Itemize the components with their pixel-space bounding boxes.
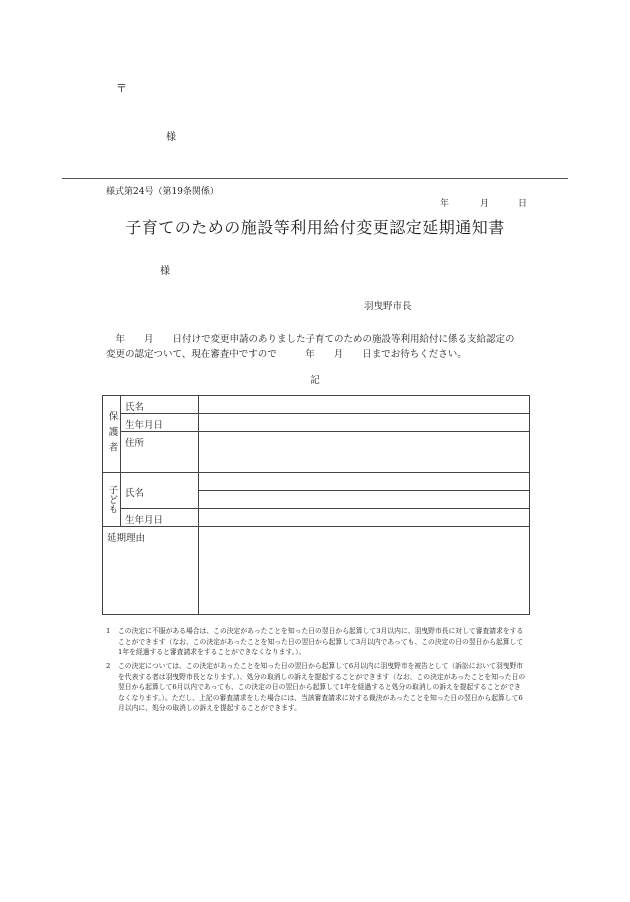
guardian-section-label: 保護者 (103, 396, 121, 473)
guardian-birth-label: 生年月日 (121, 414, 199, 432)
postal-mark: 〒 (116, 82, 127, 95)
issue-date (440, 196, 527, 209)
note-1-number: 1 (106, 627, 111, 635)
child-name-field-1[interactable] (199, 473, 530, 491)
notice-body-line-2: 変更の認定ついて、現在審査中ですので 年 月 日までお待ちください。 (106, 349, 467, 360)
note-2-text: この決定については、この決定があったことを知った日の翌日から起算して6月以内に羽曳野市を被告として（訴訟において羽曳野市を代表する者は羽曳野市長となります。）、処分の取消しの訴えを提起することができます（なお、この決定があったことを知った日の翌日から起算して6月以内であっても、この決定の日の翌日から起算して1年を経過すると処分の取消しの訴えを提起することができなくなります。）。ただし、上記の審査請求をした場合には、当該審査請求に対する裁決があったことを知った日の翌日から起算して6月以内に、処分の取消しの訴えを提起することができます。 (118, 662, 526, 712)
guardian-name-label: 氏名 (121, 396, 199, 414)
notice-body (106, 332, 515, 362)
delay-reason-field[interactable] (199, 527, 530, 615)
cut-line-divider (62, 178, 568, 179)
notice-body-line-1: 年 月 日付けで変更申請のありました子育てのための施設等利用給付に係る支給認定の (106, 334, 515, 345)
guardian-birth-field[interactable] (199, 414, 530, 432)
child-section-label: 子ども (103, 473, 121, 527)
recipient-sama-label: 様 (160, 266, 170, 277)
issuer-name: 羽曳野市長 (364, 301, 412, 312)
delay-reason-label: 延期理由 (103, 527, 199, 615)
note-1 (106, 626, 526, 658)
address-sama-label: 様 (166, 132, 176, 143)
ki-heading: 記 (310, 375, 320, 386)
guardian-address-field[interactable] (199, 432, 530, 473)
note-2 (106, 661, 526, 714)
document-title: 子育てのための施設等利用給付変更認定延期通知書 (125, 218, 505, 237)
note-2-number: 2 (106, 662, 111, 670)
date-day-label: 日 (518, 199, 528, 209)
child-birth-field[interactable] (199, 509, 530, 527)
child-name-label: 氏名 (121, 473, 199, 509)
note-1-text: この決定に不服がある場合は、この決定があったことを知った日の翌日から起算して3月以内に、羽曳野市長に対して審査請求をすることができます（なお、この決定があったことを知った日の翌日から起算して3月以内であっても、この決定の日の翌日から起算して1年を経過すると審査請求をすることができなくなります。）。 (118, 627, 524, 656)
date-year-label: 年 (440, 199, 450, 209)
guardian-address-label: 住所 (121, 432, 199, 473)
form-number: 様式第24号（第19条関係） (106, 187, 219, 197)
date-month-label: 月 (480, 199, 490, 209)
child-name-field-2[interactable] (199, 491, 530, 509)
child-birth-label: 生年月日 (121, 509, 199, 527)
details-table (102, 395, 530, 615)
guardian-name-field[interactable] (199, 396, 530, 414)
